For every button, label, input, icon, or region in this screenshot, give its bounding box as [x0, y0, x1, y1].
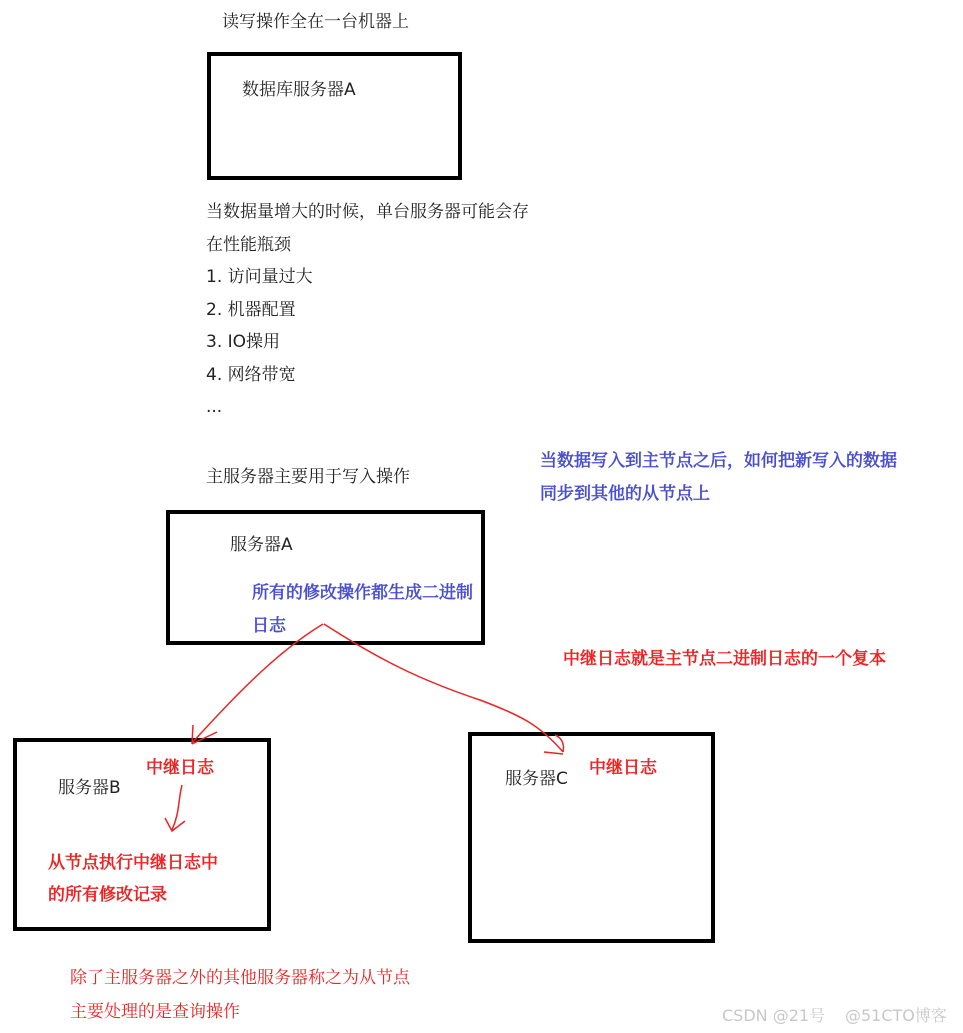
arrow-relay-to-exec — [165, 785, 185, 831]
bottleneck-item: ... — [206, 397, 223, 417]
slave-b-relay: 中继日志 — [146, 758, 214, 778]
bottleneck-intro: 在性能瓶颈 — [206, 234, 291, 255]
slave-b-note: 从节点执行中继日志中 — [48, 853, 218, 873]
master-note: 日志 — [252, 616, 286, 636]
slave-c-relay: 中继日志 — [589, 758, 657, 778]
bottleneck-item: 4. 网络带宽 — [206, 364, 296, 385]
single-server-label: 数据库服务器A — [242, 80, 356, 100]
top-title: 读写操作全在一台机器上 — [222, 12, 409, 32]
relay-note: 中继日志就是主节点二进制日志的一个复本 — [563, 649, 886, 669]
question-line: 当数据写入到主节点之后，如何把新写入的数据 — [540, 451, 897, 471]
master-note: 所有的修改操作都生成二进制 — [252, 583, 473, 603]
slave-b-label: 服务器B — [58, 778, 121, 798]
footer-line: 除了主服务器之外的其他服务器称之为从节点 — [70, 968, 410, 988]
master-label: 服务器A — [230, 535, 293, 555]
bottleneck-item: 2. 机器配置 — [206, 299, 296, 320]
master-caption: 主服务器主要用于写入操作 — [206, 467, 410, 487]
bottleneck-intro: 当数据量增大的时候，单台服务器可能会存 — [206, 202, 529, 222]
bottleneck-item: 3. IO操用 — [206, 332, 281, 352]
watermark-51cto: @51CTO博客 — [845, 1006, 947, 1025]
slave-b-note: 的所有修改记录 — [48, 885, 167, 905]
footer-line: 主要处理的是查询操作 — [70, 1002, 240, 1022]
question-line: 同步到其他的从节点上 — [540, 484, 710, 504]
watermark-csdn: CSDN @21号 — [722, 1006, 826, 1025]
slave-c-label: 服务器C — [505, 769, 568, 789]
arrow-to-b — [192, 624, 323, 744]
arrow-to-c — [324, 624, 563, 754]
bottleneck-item: 1. 访问量过大 — [206, 267, 313, 287]
